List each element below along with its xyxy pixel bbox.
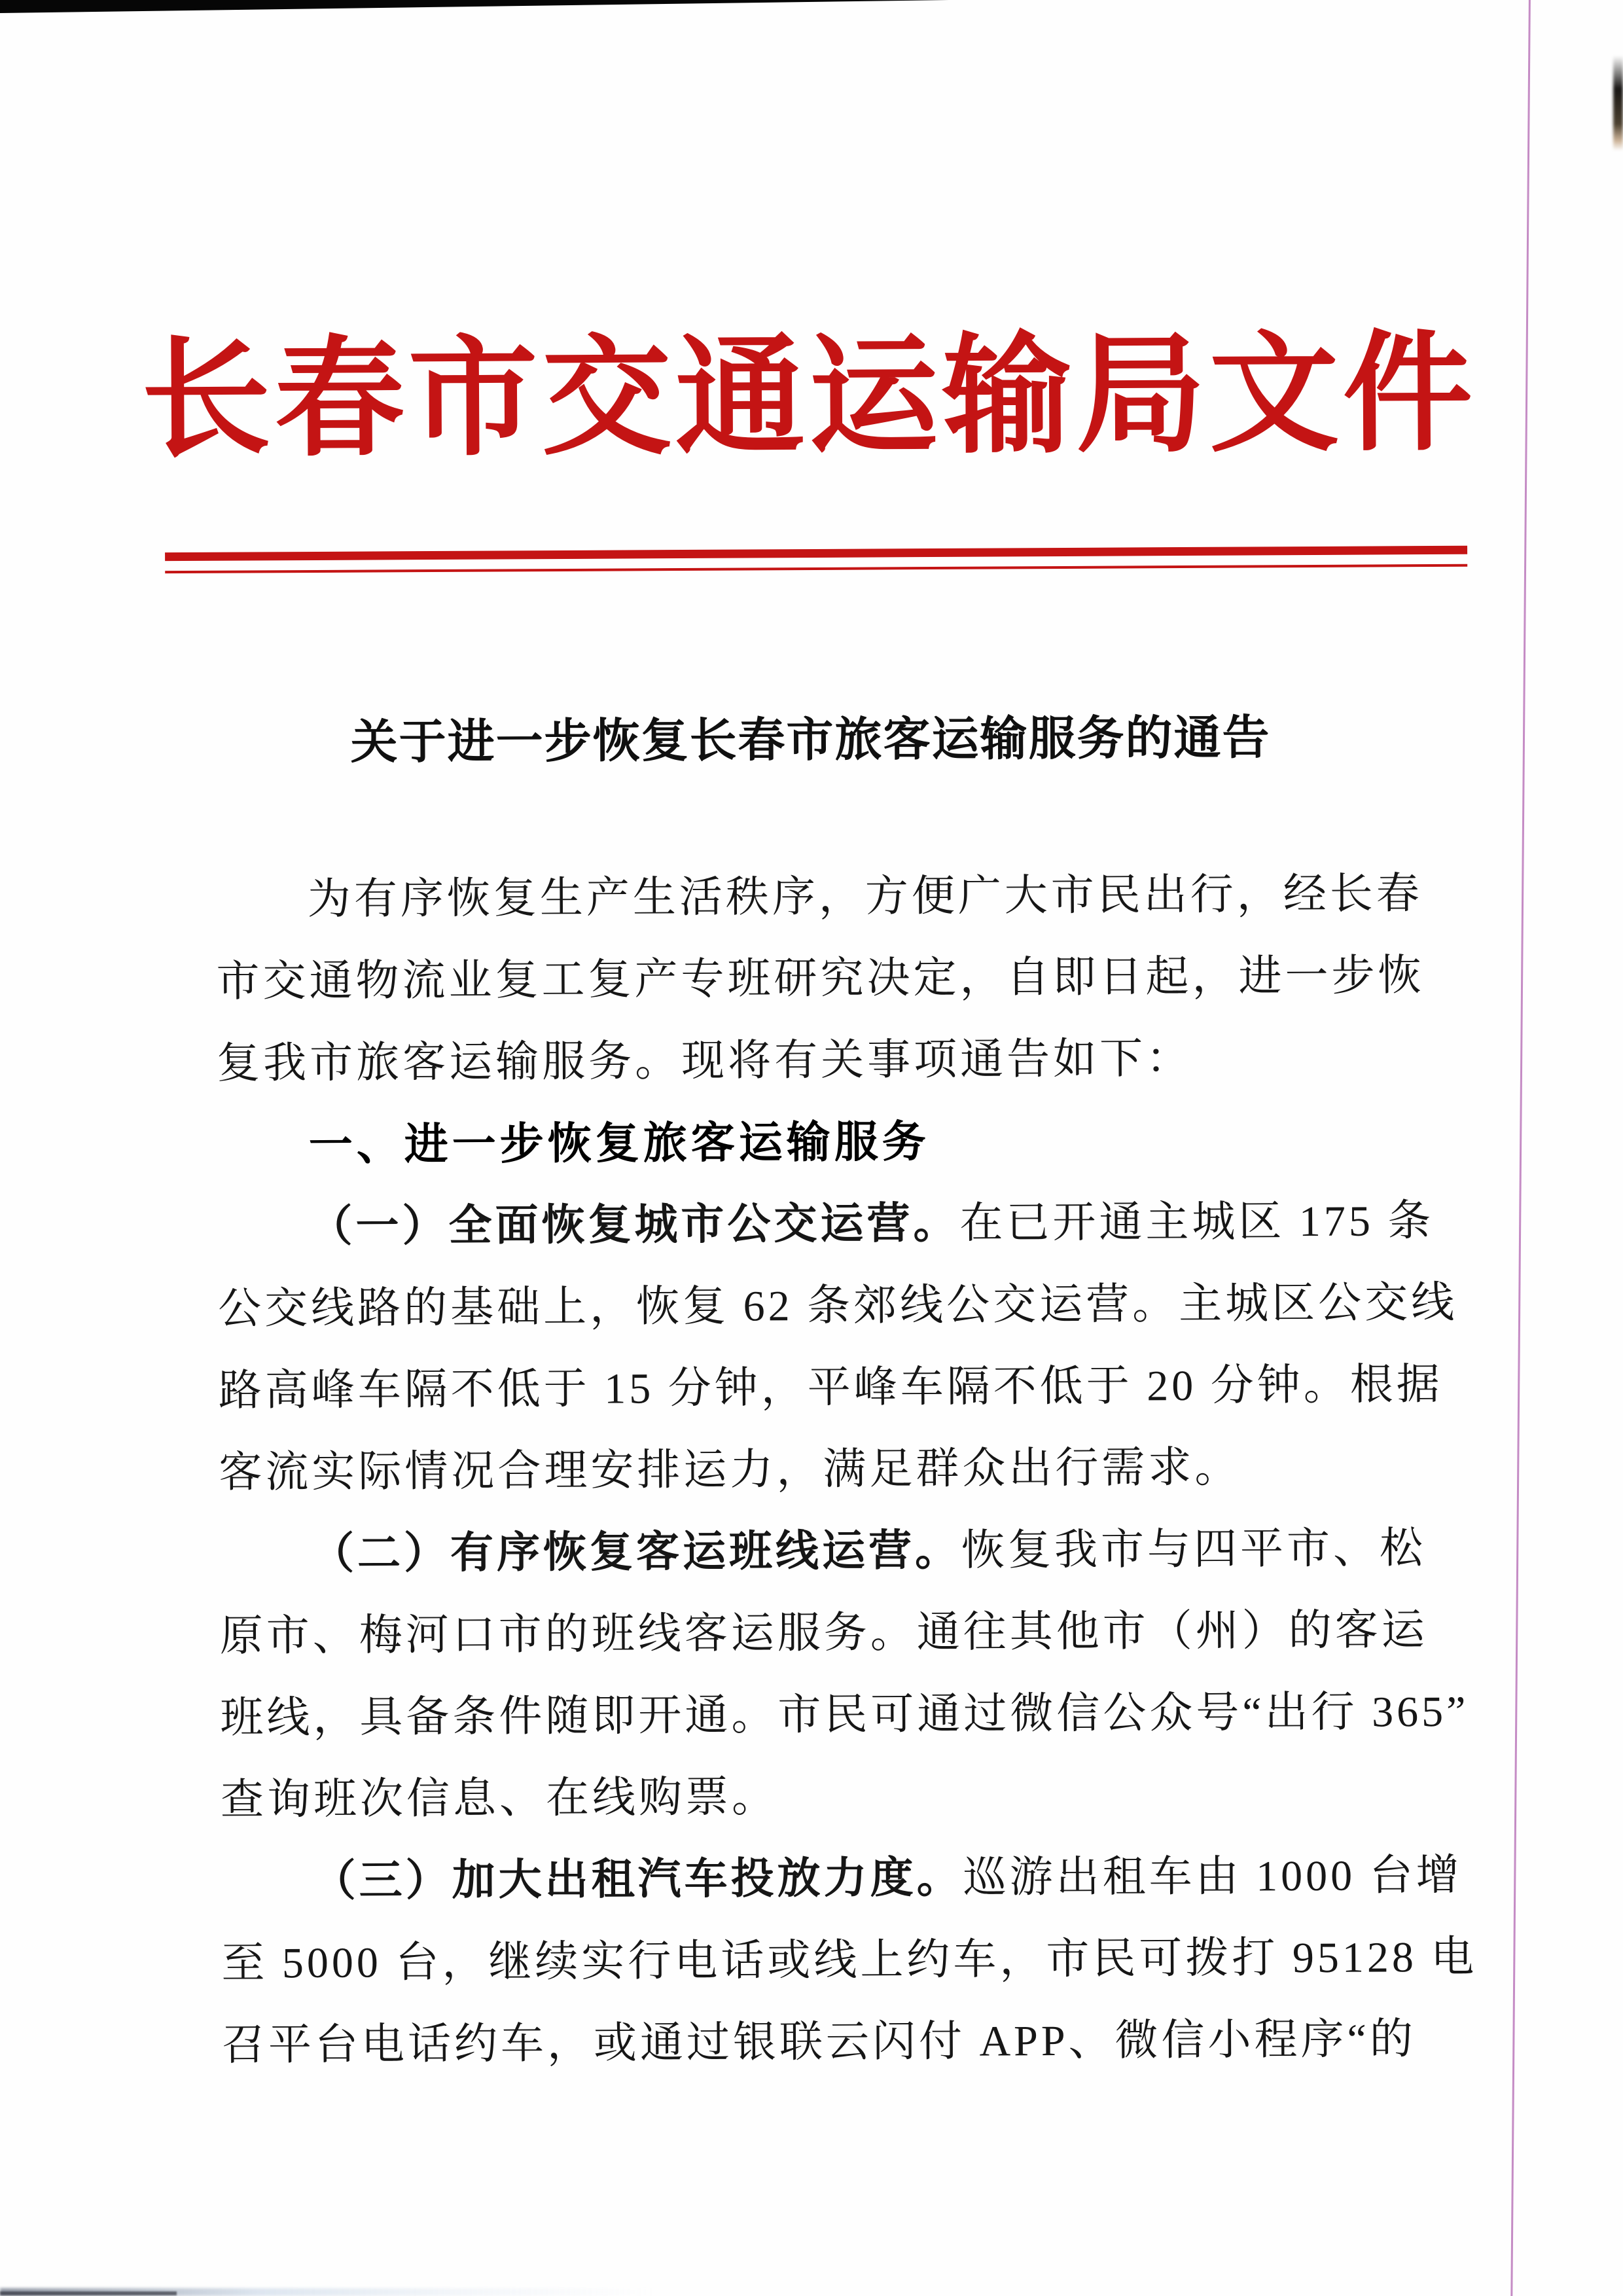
header-divider-thin [165, 564, 1467, 573]
body-line: （三）加大出租汽车投放力度。巡游出租车由 1000 台增 [312, 1851, 1463, 1906]
body-line: 路高峰车隔不低于 15 分钟，平峰车隔不低于 20 分钟。根据 [218, 1360, 1443, 1415]
paragraph-lead: （三）加大出租汽车投放力度。 [312, 1854, 963, 1906]
scan-artifact-right-edge [1613, 56, 1623, 151]
paragraph-lead: （一）全面恢复城市公交运营。 [309, 1199, 960, 1251]
section-heading: 一、进一步恢复旅客运输服务 [308, 1116, 930, 1171]
body-line: 召平台电话约车，或通过银联云闪付 APP、微信小程序“的 [221, 2015, 1417, 2070]
body-line: 复我市旅客运输服务。现将有关事项通告如下： [216, 1034, 1193, 1088]
body-line: （二）有序恢复客运班线运营。恢复我市与四平市、松 [310, 1524, 1427, 1579]
body-line: 原市、梅河口市的班线客运服务。通往其他市（州）的客运 [219, 1606, 1428, 1660]
document-body [216, 853, 1478, 2087]
body-line: 班线，具备条件随即开通。市民可通过微信公众号“出行 365” [220, 1687, 1469, 1742]
document-title: 关于进一步恢复长春市旅客运输服务的通告 [350, 711, 1271, 769]
body-line: （一）全面恢复城市公交运营。在已开通主城区 175 条 [309, 1197, 1435, 1251]
body-line: 客流实际情况合理安排运力，满足群众出行需求。 [219, 1443, 1241, 1497]
paragraph-lead: （二）有序恢复客运班线运营。 [310, 1526, 962, 1579]
header-divider-thick [165, 546, 1467, 561]
body-line: 市交通物流业复工复产专班研究决定，自即日起，进一步恢 [216, 952, 1425, 1006]
agency-header-title: 长春市交通运输局文件 [141, 322, 1477, 473]
body-line: 公交线路的基础上，恢复 62 条郊线公交运营。主城区公交线 [217, 1278, 1458, 1333]
body-line: 至 5000 台，继续实行电话或线上约车，市民可拨打 95128 电 [221, 1933, 1478, 1988]
scan-artifact-bottom-dark [0, 2291, 177, 2295]
body-line: 为有序恢复生产生活秩序，方便广大市民出行，经长春 [307, 870, 1423, 924]
body-line: 查询班次信息、在线购票。 [220, 1773, 779, 1824]
